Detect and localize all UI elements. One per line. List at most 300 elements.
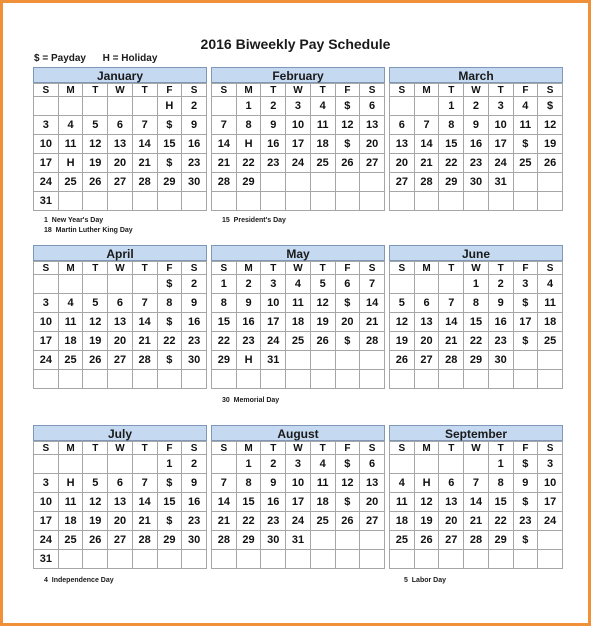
day-cell: 26 <box>414 531 439 550</box>
payday-cell: $ <box>513 493 538 512</box>
day-cell: 20 <box>108 154 133 173</box>
day-cell <box>58 370 83 389</box>
week-row <box>34 313 207 332</box>
day-cell: 18 <box>58 512 83 531</box>
day-cell: 12 <box>538 116 563 135</box>
day-cell: 1 <box>236 97 261 116</box>
day-cell <box>488 550 513 569</box>
day-cell: 25 <box>538 332 563 351</box>
week-row <box>212 173 385 192</box>
day-cell <box>108 275 133 294</box>
day-cell: 16 <box>488 313 513 332</box>
day-cell: 2 <box>488 275 513 294</box>
day-cell: 7 <box>212 116 237 135</box>
weekday-label: S <box>390 442 415 455</box>
week-row <box>34 135 207 154</box>
week-row <box>212 97 385 116</box>
day-cell: 16 <box>261 493 286 512</box>
day-cell <box>132 192 157 211</box>
month-table <box>211 261 385 389</box>
day-cell <box>488 370 513 389</box>
day-cell <box>414 275 439 294</box>
day-cell <box>390 97 415 116</box>
day-cell: 16 <box>464 135 489 154</box>
day-cell <box>182 550 207 569</box>
holiday-cell: H <box>414 474 439 493</box>
day-cell: 25 <box>310 512 335 531</box>
holiday-notes: 15 President's Day <box>222 217 286 224</box>
day-cell <box>310 531 335 550</box>
day-cell: 7 <box>132 116 157 135</box>
day-cell <box>513 351 538 370</box>
day-cell: 25 <box>58 173 83 192</box>
day-cell: 14 <box>360 294 385 313</box>
day-cell: 9 <box>261 116 286 135</box>
weekday-label: M <box>236 262 261 275</box>
day-cell <box>538 370 563 389</box>
weekday-header-row <box>212 84 385 97</box>
day-cell: 26 <box>83 351 108 370</box>
day-cell: 6 <box>390 116 415 135</box>
day-cell: 3 <box>513 275 538 294</box>
day-cell: 15 <box>236 493 261 512</box>
day-cell <box>182 370 207 389</box>
day-cell: 16 <box>261 135 286 154</box>
day-cell <box>390 192 415 211</box>
weekday-label: W <box>464 262 489 275</box>
week-row <box>390 332 563 351</box>
day-cell <box>261 173 286 192</box>
day-cell: 26 <box>390 351 415 370</box>
day-cell <box>538 531 563 550</box>
day-cell: 28 <box>464 531 489 550</box>
day-cell <box>83 370 108 389</box>
day-cell: 20 <box>414 332 439 351</box>
day-cell: 19 <box>310 313 335 332</box>
day-cell: 6 <box>439 474 464 493</box>
weekday-label: W <box>464 442 489 455</box>
week-row <box>34 493 207 512</box>
day-cell <box>360 550 385 569</box>
week-row <box>390 531 563 550</box>
day-cell <box>34 275 59 294</box>
week-row <box>34 474 207 493</box>
day-cell <box>212 455 237 474</box>
day-cell: 27 <box>439 531 464 550</box>
month-september <box>389 425 563 569</box>
month-title: August <box>211 425 385 441</box>
day-cell: 15 <box>157 135 182 154</box>
day-cell: 24 <box>261 332 286 351</box>
day-cell: 8 <box>439 116 464 135</box>
month-table <box>33 261 207 389</box>
day-cell: 31 <box>286 531 311 550</box>
weekday-label: F <box>513 84 538 97</box>
day-cell: 19 <box>83 154 108 173</box>
weekday-label: T <box>310 84 335 97</box>
day-cell: 6 <box>108 294 133 313</box>
day-cell: 8 <box>157 294 182 313</box>
month-june <box>389 245 563 389</box>
day-cell: 6 <box>360 455 385 474</box>
day-cell: 5 <box>83 116 108 135</box>
day-cell: 25 <box>58 531 83 550</box>
holiday-cell: H <box>58 154 83 173</box>
day-cell: 11 <box>310 474 335 493</box>
weekday-label: S <box>182 442 207 455</box>
week-row <box>34 294 207 313</box>
day-cell <box>236 192 261 211</box>
day-cell: 3 <box>34 294 59 313</box>
day-cell: 27 <box>360 512 385 531</box>
week-row <box>390 550 563 569</box>
day-cell <box>83 192 108 211</box>
day-cell: 16 <box>236 313 261 332</box>
day-cell: 10 <box>34 135 59 154</box>
day-cell: 28 <box>212 531 237 550</box>
day-cell: 24 <box>286 154 311 173</box>
day-cell: 6 <box>360 97 385 116</box>
week-row <box>34 370 207 389</box>
holiday-cell: H <box>58 474 83 493</box>
day-cell: 22 <box>212 332 237 351</box>
day-cell: 28 <box>439 351 464 370</box>
weekday-label: W <box>286 84 311 97</box>
weekday-label: M <box>414 84 439 97</box>
day-cell: 14 <box>212 493 237 512</box>
day-cell: 31 <box>34 192 59 211</box>
day-cell: 23 <box>464 154 489 173</box>
week-row <box>390 192 563 211</box>
week-row <box>212 455 385 474</box>
day-cell <box>83 455 108 474</box>
week-row <box>390 455 563 474</box>
payday-cell: $ <box>157 313 182 332</box>
day-cell: 3 <box>538 455 563 474</box>
day-cell <box>414 455 439 474</box>
week-row <box>212 154 385 173</box>
day-cell: 28 <box>212 173 237 192</box>
weekday-label: F <box>157 442 182 455</box>
weekday-label: F <box>157 262 182 275</box>
day-cell: 15 <box>464 313 489 332</box>
holiday-cell: H <box>157 97 182 116</box>
day-cell: 8 <box>212 294 237 313</box>
day-cell: 28 <box>132 531 157 550</box>
day-cell: 5 <box>310 275 335 294</box>
day-cell: 3 <box>34 474 59 493</box>
day-cell: 22 <box>439 154 464 173</box>
weekday-label: M <box>58 262 83 275</box>
day-cell: 4 <box>58 294 83 313</box>
weekday-label: T <box>310 442 335 455</box>
day-cell: 14 <box>414 135 439 154</box>
day-cell <box>310 370 335 389</box>
day-cell: 13 <box>108 135 133 154</box>
month-march <box>389 67 563 211</box>
day-cell: 17 <box>261 313 286 332</box>
day-cell <box>538 173 563 192</box>
day-cell: 29 <box>464 351 489 370</box>
weekday-label: F <box>335 262 360 275</box>
weekday-label: W <box>286 262 311 275</box>
day-cell <box>335 173 360 192</box>
weekday-label: S <box>212 84 237 97</box>
day-cell <box>335 550 360 569</box>
day-cell: 25 <box>58 351 83 370</box>
day-cell: 28 <box>414 173 439 192</box>
week-row <box>390 173 563 192</box>
day-cell <box>513 370 538 389</box>
week-row <box>34 275 207 294</box>
day-cell: 3 <box>286 97 311 116</box>
day-cell: 15 <box>439 135 464 154</box>
week-row <box>390 493 563 512</box>
day-cell: 18 <box>310 493 335 512</box>
day-cell <box>335 351 360 370</box>
day-cell: 21 <box>464 512 489 531</box>
day-cell <box>538 192 563 211</box>
month-table <box>389 441 563 569</box>
day-cell: 25 <box>286 332 311 351</box>
day-cell: 27 <box>390 173 415 192</box>
day-cell <box>212 97 237 116</box>
day-cell: 12 <box>390 313 415 332</box>
day-cell: 27 <box>414 351 439 370</box>
day-cell: 13 <box>414 313 439 332</box>
day-cell: 1 <box>488 455 513 474</box>
day-cell <box>108 192 133 211</box>
day-cell: 10 <box>261 294 286 313</box>
day-cell: 29 <box>157 173 182 192</box>
day-cell <box>390 550 415 569</box>
day-cell: 13 <box>439 493 464 512</box>
month-january <box>33 67 207 211</box>
day-cell: 18 <box>58 332 83 351</box>
weekday-label: S <box>360 84 385 97</box>
day-cell: 11 <box>58 313 83 332</box>
day-cell: 15 <box>488 493 513 512</box>
day-cell: 20 <box>360 493 385 512</box>
day-cell: 13 <box>108 313 133 332</box>
day-cell: 21 <box>132 332 157 351</box>
day-cell: 10 <box>286 116 311 135</box>
day-cell: 29 <box>157 531 182 550</box>
day-cell <box>439 550 464 569</box>
weekday-label: S <box>538 84 563 97</box>
day-cell <box>83 550 108 569</box>
day-cell: 5 <box>83 474 108 493</box>
day-cell <box>108 97 133 116</box>
day-cell: 30 <box>182 173 207 192</box>
day-cell: 1 <box>212 275 237 294</box>
day-cell <box>132 275 157 294</box>
day-cell: 19 <box>83 512 108 531</box>
day-cell <box>157 370 182 389</box>
day-cell <box>132 550 157 569</box>
day-cell <box>108 455 133 474</box>
month-july <box>33 425 207 569</box>
weekday-label: T <box>132 84 157 97</box>
day-cell: 27 <box>108 173 133 192</box>
day-cell: 3 <box>261 275 286 294</box>
day-cell <box>34 455 59 474</box>
day-cell: 8 <box>464 294 489 313</box>
day-cell: 26 <box>335 512 360 531</box>
payday-cell: $ <box>513 135 538 154</box>
day-cell <box>261 192 286 211</box>
day-cell: 29 <box>236 173 261 192</box>
day-cell: 9 <box>464 116 489 135</box>
day-cell: 2 <box>236 275 261 294</box>
day-cell: 9 <box>261 474 286 493</box>
week-row <box>212 313 385 332</box>
day-cell <box>439 192 464 211</box>
day-cell: 21 <box>212 512 237 531</box>
day-cell: 22 <box>236 512 261 531</box>
month-table <box>33 83 207 211</box>
day-cell: 9 <box>182 474 207 493</box>
day-cell: 25 <box>390 531 415 550</box>
day-cell: 12 <box>335 474 360 493</box>
week-row <box>34 97 207 116</box>
day-cell: 23 <box>182 154 207 173</box>
day-cell: 30 <box>464 173 489 192</box>
day-cell <box>464 455 489 474</box>
month-title: March <box>389 67 563 83</box>
weekday-label: M <box>414 262 439 275</box>
day-cell <box>488 192 513 211</box>
day-cell <box>286 192 311 211</box>
weekday-label: F <box>335 442 360 455</box>
payday-cell: $ <box>335 294 360 313</box>
payday-cell: $ <box>335 135 360 154</box>
day-cell <box>513 192 538 211</box>
day-cell <box>286 351 311 370</box>
day-cell: 2 <box>182 455 207 474</box>
week-row <box>212 294 385 313</box>
day-cell: 17 <box>538 493 563 512</box>
weekday-header-row <box>34 262 207 275</box>
day-cell: 19 <box>390 332 415 351</box>
day-cell <box>83 275 108 294</box>
day-cell: 12 <box>310 294 335 313</box>
week-row <box>390 512 563 531</box>
day-cell <box>414 97 439 116</box>
day-cell: 18 <box>310 135 335 154</box>
day-cell: 6 <box>335 275 360 294</box>
day-cell: 18 <box>538 313 563 332</box>
day-cell: 9 <box>488 294 513 313</box>
month-april <box>33 245 207 389</box>
holiday-notes: 5 Labor Day <box>404 577 447 584</box>
day-cell <box>58 97 83 116</box>
day-cell: 11 <box>58 493 83 512</box>
day-cell: 2 <box>261 97 286 116</box>
payday-cell: $ <box>513 455 538 474</box>
day-cell: 12 <box>83 313 108 332</box>
weekday-label: M <box>236 442 261 455</box>
weekday-label: T <box>488 84 513 97</box>
week-row <box>390 351 563 370</box>
day-cell: 15 <box>157 493 182 512</box>
day-cell: 20 <box>439 512 464 531</box>
day-cell <box>335 370 360 389</box>
day-cell: 21 <box>212 154 237 173</box>
day-cell: 18 <box>286 313 311 332</box>
month-title: July <box>33 425 207 441</box>
day-cell: 12 <box>83 135 108 154</box>
day-cell: 7 <box>439 294 464 313</box>
day-cell <box>83 97 108 116</box>
day-cell: 24 <box>488 154 513 173</box>
day-cell: 24 <box>34 531 59 550</box>
day-cell: 1 <box>157 455 182 474</box>
payday-cell: $ <box>513 332 538 351</box>
day-cell: 11 <box>58 135 83 154</box>
day-cell: 14 <box>212 135 237 154</box>
weekday-label: T <box>310 262 335 275</box>
day-cell: 29 <box>439 173 464 192</box>
day-cell: 31 <box>261 351 286 370</box>
day-cell <box>360 370 385 389</box>
day-cell: 23 <box>261 154 286 173</box>
day-cell: 11 <box>286 294 311 313</box>
weekday-label: M <box>58 84 83 97</box>
day-cell: 20 <box>335 313 360 332</box>
day-cell: 28 <box>132 173 157 192</box>
holiday-cell: H <box>236 135 261 154</box>
day-cell <box>390 455 415 474</box>
day-cell <box>439 370 464 389</box>
weekday-label: S <box>34 262 59 275</box>
day-cell: 7 <box>464 474 489 493</box>
day-cell: 10 <box>34 493 59 512</box>
weekday-label: S <box>212 442 237 455</box>
day-cell: 5 <box>83 294 108 313</box>
day-cell: 23 <box>182 512 207 531</box>
day-cell <box>335 192 360 211</box>
day-cell: 24 <box>34 351 59 370</box>
day-cell: 1 <box>236 455 261 474</box>
weekday-label: S <box>34 84 59 97</box>
day-cell <box>236 370 261 389</box>
week-row <box>212 116 385 135</box>
day-cell: 21 <box>360 313 385 332</box>
day-cell: 21 <box>132 512 157 531</box>
month-table <box>389 261 563 389</box>
week-row <box>390 97 563 116</box>
weekday-header-row <box>34 84 207 97</box>
day-cell: 31 <box>34 550 59 569</box>
day-cell: 4 <box>513 97 538 116</box>
month-august <box>211 425 385 569</box>
month-title: April <box>33 245 207 261</box>
day-cell: 8 <box>236 116 261 135</box>
week-row <box>390 116 563 135</box>
day-cell: 14 <box>132 135 157 154</box>
day-cell: 27 <box>360 154 385 173</box>
day-cell: 21 <box>132 154 157 173</box>
day-cell: 27 <box>108 351 133 370</box>
day-cell: 14 <box>132 493 157 512</box>
weekday-label: M <box>58 442 83 455</box>
day-cell: 2 <box>182 97 207 116</box>
month-title: January <box>33 67 207 83</box>
day-cell: 8 <box>488 474 513 493</box>
day-cell: 3 <box>488 97 513 116</box>
day-cell: 26 <box>83 531 108 550</box>
